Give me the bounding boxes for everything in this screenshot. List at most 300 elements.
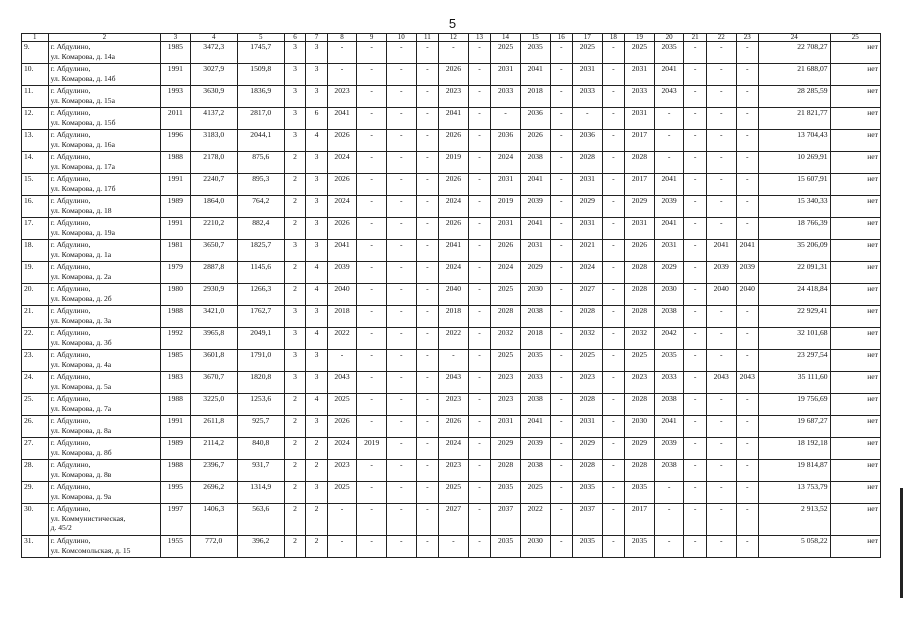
table-cell: 2017 (625, 504, 655, 536)
table-cell: - (602, 174, 624, 196)
row-index-cell: 13. (22, 130, 49, 152)
table-cell: 2 (306, 536, 327, 558)
table-cell: 2019 (439, 152, 469, 174)
column-number-cell: 10 (386, 34, 416, 42)
table-cell: 1762,7 (237, 306, 284, 328)
table-row (22, 196, 881, 218)
table-cell: - (468, 328, 490, 350)
table-cell: 2037 (573, 504, 603, 536)
row-index-cell: 19. (22, 262, 49, 284)
column-number-cell: 4 (190, 34, 237, 42)
table-cell: - (654, 536, 684, 558)
table-cell: 2028 (625, 262, 655, 284)
table-cell: - (602, 152, 624, 174)
table-cell: - (439, 42, 469, 64)
table-cell: 2 (284, 482, 305, 504)
table-cell: 2038 (520, 394, 550, 416)
table-cell: - (736, 218, 758, 240)
table-cell: 2024 (439, 438, 469, 460)
table-cell: - (736, 504, 758, 536)
table-cell: - (468, 196, 490, 218)
address-line: г. Абдулино, (50, 350, 91, 359)
table-cell: - (550, 372, 572, 394)
table-cell: 2041 (520, 64, 550, 86)
table-cell: - (386, 196, 416, 218)
row-index-cell: 23. (22, 350, 49, 372)
table-cell: 32 101,68 (759, 328, 831, 350)
table-cell: - (416, 130, 438, 152)
table-cell: нет (830, 460, 880, 482)
table-cell: 2031 (573, 174, 603, 196)
row-index-cell: 12. (22, 108, 49, 130)
table-cell: - (386, 218, 416, 240)
address-line: д. 45/2 (50, 523, 72, 533)
table-cell: 3 (306, 42, 327, 64)
address-cell (48, 196, 160, 218)
column-number-cell: 3 (161, 34, 191, 42)
address-line: ул. Комарова, д. 8в (50, 469, 112, 479)
table-cell: - (602, 42, 624, 64)
table-row (22, 438, 881, 460)
address-line: ул. Комарова, д. 8а (50, 425, 112, 435)
table-cell: 24 418,84 (759, 284, 831, 306)
table-cell: 563,6 (237, 504, 284, 536)
table-cell: 1825,7 (237, 240, 284, 262)
table-cell: - (706, 174, 736, 196)
table-cell: 2023 (439, 460, 469, 482)
table-cell: - (550, 438, 572, 460)
column-number-cell: 25 (830, 34, 880, 42)
table-cell: 3 (284, 306, 305, 328)
table-cell: - (416, 262, 438, 284)
table-cell: 2026 (439, 416, 469, 438)
table-row (22, 64, 881, 86)
table-cell: 2028 (625, 460, 655, 482)
table-cell: 2041 (736, 240, 758, 262)
table-cell: - (386, 328, 416, 350)
row-index-cell: 17. (22, 218, 49, 240)
address-cell (48, 394, 160, 416)
address-line: г. Абдулино, (50, 284, 91, 293)
column-number-cell: 21 (684, 34, 706, 42)
table-cell: - (706, 504, 736, 536)
table-cell: 3 (284, 372, 305, 394)
table-cell: 1145,6 (237, 262, 284, 284)
table-cell: - (684, 350, 706, 372)
table-cell: 2040 (439, 284, 469, 306)
table-cell: 2611,8 (190, 416, 237, 438)
table-cell: 22 929,41 (759, 306, 831, 328)
address-line: г. Абдулино, (50, 42, 91, 51)
address-cell (48, 174, 160, 196)
table-cell: - (736, 416, 758, 438)
column-number-cell: 7 (306, 34, 327, 42)
table-cell: - (684, 460, 706, 482)
table-cell: - (468, 482, 490, 504)
table-cell: 2026 (439, 64, 469, 86)
table-cell: 21 821,77 (759, 108, 831, 130)
table-cell: - (550, 284, 572, 306)
table-cell: - (706, 108, 736, 130)
row-index-cell: 18. (22, 240, 49, 262)
row-index-cell: 28. (22, 460, 49, 482)
table-cell: 18 766,39 (759, 218, 831, 240)
table-cell: - (357, 416, 387, 438)
address-cell (48, 152, 160, 174)
table-cell: 2038 (654, 394, 684, 416)
table-cell: - (684, 108, 706, 130)
table-cell: 1836,9 (237, 86, 284, 108)
table-cell: нет (830, 482, 880, 504)
table-cell: - (654, 152, 684, 174)
table-cell: 2025 (491, 284, 521, 306)
table-cell: 2033 (491, 86, 521, 108)
table-cell: 3027,9 (190, 64, 237, 86)
table-cell: 3650,7 (190, 240, 237, 262)
table-cell: - (736, 108, 758, 130)
table-cell: 2041 (327, 108, 357, 130)
table-cell: нет (830, 438, 880, 460)
table-cell: 5 058,22 (759, 536, 831, 558)
table-cell: 3601,8 (190, 350, 237, 372)
table-cell: 1989 (161, 438, 191, 460)
table-cell: 2031 (520, 240, 550, 262)
table-cell: - (684, 218, 706, 240)
table-cell: 2025 (439, 482, 469, 504)
table-cell: - (416, 64, 438, 86)
table-cell: - (386, 284, 416, 306)
table-cell: - (491, 108, 521, 130)
table-cell: 2028 (625, 394, 655, 416)
table-cell: - (357, 394, 387, 416)
table-cell: 19 756,69 (759, 394, 831, 416)
table-cell: 2025 (520, 482, 550, 504)
table-cell: - (386, 130, 416, 152)
table-cell: нет (830, 42, 880, 64)
table-cell: 2026 (491, 240, 521, 262)
table-cell: - (602, 86, 624, 108)
table-cell: 2033 (520, 372, 550, 394)
table-cell: 3 (284, 240, 305, 262)
table-cell: 2035 (520, 42, 550, 64)
table-cell: 2 913,52 (759, 504, 831, 536)
table-cell: 3965,8 (190, 328, 237, 350)
table-cell: 3 (306, 240, 327, 262)
table-cell: - (468, 86, 490, 108)
table-cell: 875,6 (237, 152, 284, 174)
table-cell: 15 607,91 (759, 174, 831, 196)
table-cell: 2041 (654, 218, 684, 240)
table-cell: 2023 (491, 394, 521, 416)
table-cell: нет (830, 372, 880, 394)
table-cell: 1406,3 (190, 504, 237, 536)
column-number-cell: 18 (602, 34, 624, 42)
table-cell: - (706, 218, 736, 240)
table-cell: - (416, 284, 438, 306)
address-cell (48, 240, 160, 262)
table-cell: - (736, 394, 758, 416)
address-line: ул. Комарова, д. 19а (50, 227, 115, 237)
table-cell: 2043 (654, 86, 684, 108)
table-cell: 764,2 (237, 196, 284, 218)
table-cell: 2039 (706, 262, 736, 284)
table-cell: нет (830, 416, 880, 438)
table-cell: - (602, 240, 624, 262)
table-cell: 2210,2 (190, 218, 237, 240)
table-cell: - (654, 482, 684, 504)
column-number-cell: 23 (736, 34, 758, 42)
table-cell: 2033 (625, 86, 655, 108)
table-cell: 1980 (161, 284, 191, 306)
table-cell: - (386, 152, 416, 174)
table-cell: - (416, 306, 438, 328)
table-cell: - (386, 64, 416, 86)
table-cell: - (416, 438, 438, 460)
table-cell: 2031 (491, 174, 521, 196)
row-index-cell: 11. (22, 86, 49, 108)
table-cell: 2028 (625, 152, 655, 174)
address-line: г. Абдулино, (50, 86, 91, 95)
table-cell: 2031 (625, 218, 655, 240)
table-cell: 2 (284, 174, 305, 196)
table-cell: 2023 (573, 372, 603, 394)
table-cell: 2031 (573, 416, 603, 438)
row-index-cell: 14. (22, 152, 49, 174)
table-cell: - (468, 284, 490, 306)
address-line: ул. Комарова, д. 3а (50, 315, 112, 325)
address-line: ул. Коммунистическая, (50, 513, 126, 523)
table-cell: 1820,8 (237, 372, 284, 394)
address-cell (48, 536, 160, 558)
table-cell: 2 (306, 504, 327, 536)
address-line: ул. Комарова, д. 2б (50, 293, 112, 303)
table-row (22, 262, 881, 284)
table-cell: 2019 (357, 438, 387, 460)
table-cell: - (706, 130, 736, 152)
address-cell (48, 504, 160, 536)
table-cell: 2037 (491, 504, 521, 536)
table-cell: 2026 (520, 130, 550, 152)
table-cell: 2030 (625, 416, 655, 438)
table-cell: 3 (306, 196, 327, 218)
table-cell: нет (830, 394, 880, 416)
address-line: г. Абдулино, (50, 64, 91, 73)
table-cell: 2023 (491, 372, 521, 394)
table-cell: 4 (306, 394, 327, 416)
table-cell: 1991 (161, 174, 191, 196)
table-cell: - (386, 438, 416, 460)
table-cell: 1985 (161, 350, 191, 372)
table-cell: - (550, 460, 572, 482)
table-cell: - (468, 460, 490, 482)
table-cell: 2028 (491, 460, 521, 482)
table-cell: 4 (306, 130, 327, 152)
table-cell: - (468, 218, 490, 240)
table-cell: - (468, 416, 490, 438)
table-cell: - (684, 130, 706, 152)
table-cell: 2026 (439, 174, 469, 196)
table-cell: - (327, 350, 357, 372)
table-cell: 2026 (327, 218, 357, 240)
table-cell: 2039 (327, 262, 357, 284)
table-cell: 2035 (654, 350, 684, 372)
row-index-cell: 22. (22, 328, 49, 350)
address-line: ул. Комарова, д. 4а (50, 359, 112, 369)
address-cell (48, 262, 160, 284)
table-cell: 1314,9 (237, 482, 284, 504)
table-cell: 931,7 (237, 460, 284, 482)
table-cell: - (550, 218, 572, 240)
table-cell: 3 (284, 108, 305, 130)
table-cell: 2049,1 (237, 328, 284, 350)
table-row (22, 460, 881, 482)
address-line: ул. Комарова, д. 16а (50, 139, 115, 149)
table-cell: - (684, 306, 706, 328)
table-cell: 2025 (573, 350, 603, 372)
table-cell: 2930,9 (190, 284, 237, 306)
table-cell: 2029 (654, 262, 684, 284)
table-cell: 2024 (327, 152, 357, 174)
table-cell: 2025 (625, 350, 655, 372)
table-cell: 1991 (161, 416, 191, 438)
table-row (22, 86, 881, 108)
table-cell: 2032 (573, 328, 603, 350)
table-cell: - (550, 196, 572, 218)
table-cell: - (736, 536, 758, 558)
row-index-cell: 15. (22, 174, 49, 196)
table-cell: 2031 (491, 64, 521, 86)
table-cell: - (357, 306, 387, 328)
table-cell: - (684, 174, 706, 196)
table-cell: - (550, 504, 572, 536)
table-cell: 1993 (161, 86, 191, 108)
table-cell: - (468, 42, 490, 64)
table-cell: - (602, 460, 624, 482)
address-line: ул. Комарова, д. 14б (50, 73, 116, 83)
table-cell: - (357, 372, 387, 394)
table-cell: - (684, 284, 706, 306)
table-cell: 22 708,27 (759, 42, 831, 64)
table-row (22, 416, 881, 438)
table-cell: - (468, 108, 490, 130)
table-row (22, 218, 881, 240)
table-cell: 2017 (625, 174, 655, 196)
table-cell: - (550, 394, 572, 416)
table-cell: нет (830, 328, 880, 350)
table-cell: - (684, 42, 706, 64)
table-cell: нет (830, 86, 880, 108)
column-number-cell: 22 (706, 34, 736, 42)
table-row (22, 536, 881, 558)
table-cell: 4 (306, 262, 327, 284)
table-cell: 1997 (161, 504, 191, 536)
column-number-cell: 5 (237, 34, 284, 42)
table-cell: 2029 (573, 196, 603, 218)
table-cell: - (684, 482, 706, 504)
address-line: г. Абдулино, (50, 482, 91, 491)
table-cell: 3 (306, 152, 327, 174)
address-cell (48, 306, 160, 328)
table-cell: - (550, 42, 572, 64)
table-cell: 2023 (625, 372, 655, 394)
table-cell: 2035 (573, 482, 603, 504)
address-cell (48, 218, 160, 240)
table-cell: 10 269,91 (759, 152, 831, 174)
column-number-cell: 15 (520, 34, 550, 42)
address-line: г. Абдулино, (50, 174, 91, 183)
table-cell: 2 (284, 504, 305, 536)
table-cell: 2022 (327, 328, 357, 350)
table-cell: - (736, 306, 758, 328)
table-cell: - (706, 152, 736, 174)
table-cell: - (386, 416, 416, 438)
table-cell: 2031 (625, 108, 655, 130)
row-index-cell: 26. (22, 416, 49, 438)
address-line: ул. Комарова, д. 5а (50, 381, 112, 391)
address-line: г. Абдулино, (50, 240, 91, 249)
table-cell: 2025 (491, 350, 521, 372)
address-cell (48, 130, 160, 152)
table-cell: 2023 (327, 460, 357, 482)
table-cell: - (386, 108, 416, 130)
table-cell: 2 (284, 262, 305, 284)
table-cell: 2029 (491, 438, 521, 460)
table-cell: 2024 (439, 262, 469, 284)
table-cell: - (550, 350, 572, 372)
table-cell: 1992 (161, 328, 191, 350)
table-cell: 2887,8 (190, 262, 237, 284)
table-cell: 1791,0 (237, 350, 284, 372)
table-row (22, 130, 881, 152)
table-cell: - (684, 394, 706, 416)
column-number-cell: 11 (416, 34, 438, 42)
table-cell: - (706, 536, 736, 558)
table-cell: 2026 (327, 130, 357, 152)
table-cell: 2027 (439, 504, 469, 536)
table-cell: - (684, 86, 706, 108)
table-cell: 2043 (736, 372, 758, 394)
table-cell: 2040 (706, 284, 736, 306)
address-line: г. Абдулино, (50, 394, 91, 403)
table-cell: - (468, 394, 490, 416)
table-cell: 2038 (654, 306, 684, 328)
table-cell: 2041 (654, 174, 684, 196)
table-cell: - (602, 372, 624, 394)
address-line: г. Абдулино, (50, 130, 91, 139)
table-cell: 2011 (161, 108, 191, 130)
table-cell: - (386, 174, 416, 196)
table-cell: - (736, 42, 758, 64)
table-cell: - (550, 536, 572, 558)
table-cell: 2041 (520, 174, 550, 196)
table-cell: 3 (306, 416, 327, 438)
table-cell: - (416, 174, 438, 196)
table-cell: 925,7 (237, 416, 284, 438)
table-cell: 23 297,54 (759, 350, 831, 372)
row-index-cell: 9. (22, 42, 49, 64)
table-cell: 2696,2 (190, 482, 237, 504)
table-cell: 2044,1 (237, 130, 284, 152)
table-cell: - (386, 482, 416, 504)
table-cell: - (706, 328, 736, 350)
table-cell: 1988 (161, 306, 191, 328)
table-cell: 2039 (654, 438, 684, 460)
address-line: ул. Комарова, д. 3б (50, 337, 112, 347)
table-cell: 2043 (439, 372, 469, 394)
table-cell: 3 (306, 372, 327, 394)
table-cell: нет (830, 536, 880, 558)
table-cell: 2024 (327, 196, 357, 218)
